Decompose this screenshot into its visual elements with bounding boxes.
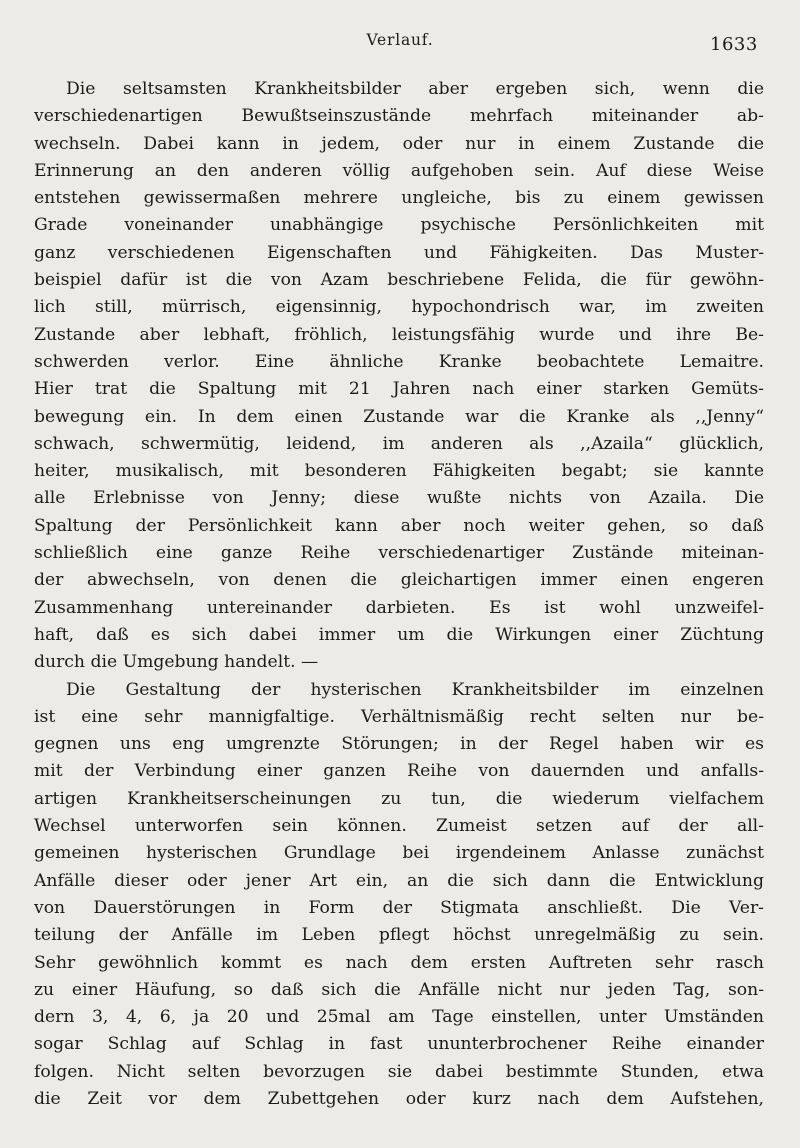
- text-line: sogar Schlag auf Schlag in fast ununterbrochener Reihe einander: [34, 1034, 764, 1055]
- text-line: Zustande aber lebhaft, fröhlich, leistungsfähig wurde und ihre Be-: [34, 324, 764, 345]
- text-line: gegnen uns eng umgrenzte Störungen; in der Regel haben wir es: [34, 734, 764, 755]
- text-line: schließlich eine ganze Reihe verschiedenartiger Zustände miteinan-: [34, 543, 764, 564]
- page-number: 1633: [710, 34, 758, 55]
- text-line: beispiel dafür ist die von Azam beschriebene Felida, die für gewöhn-: [34, 270, 764, 291]
- text-line: bewegung ein. In dem einen Zustande war die Kranke als ,,Jenny“: [34, 406, 764, 427]
- text-line: lich still, mürrisch, eigensinnig, hypochondrisch war, im zweiten: [34, 297, 764, 318]
- text-line: Hier trat die Spaltung mit 21 Jahren nach einer starken Gemüts-: [34, 379, 764, 400]
- text-line: Erinnerung an den anderen völlig aufgehoben sein. Auf diese Weise: [34, 160, 764, 181]
- text-line: gemeinen hysterischen Grundlage bei irgendeinem Anlasse zunächst: [34, 843, 764, 864]
- text-line: alle Erlebnisse von Jenny; diese wußte nichts von Azaila. Die: [34, 488, 764, 509]
- text-line: schwach, schwermütig, leidend, im anderen als ,,Azaila“ glücklich,: [34, 433, 764, 454]
- running-header: Verlauf.: [366, 31, 434, 49]
- text-line: schwerden verlor. Eine ähnliche Kranke beobachtete Lemaitre.: [34, 351, 764, 372]
- text-line: heiter, musikalisch, mit besonderen Fähigkeiten begabt; sie kannte: [34, 461, 764, 482]
- text-line: mit der Verbindung einer ganzen Reihe von dauernden und anfalls-: [34, 761, 764, 782]
- text-line: Zusammenhang untereinander darbieten. Es ist wohl unzweifel-: [34, 597, 764, 618]
- text-line: wechseln. Dabei kann in jedem, oder nur in einem Zustande die: [34, 133, 764, 154]
- text-line: Die Gestaltung der hysterischen Krankheitsbilder im einzelnen: [66, 679, 764, 700]
- text-line: von Dauerstörungen in Form der Stigmata anschließt. Die Ver-: [34, 897, 764, 918]
- text-line: dern 3, 4, 6, ja 20 und 25mal am Tage einstellen, unter Umständen: [34, 1007, 764, 1028]
- text-line: haft, daß es sich dabei immer um die Wirkungen einer Züchtung: [34, 624, 764, 645]
- text-line: folgen. Nicht selten bevorzugen sie dabei bestimmte Stunden, etwa: [34, 1061, 764, 1082]
- text-line: teilung der Anfälle im Leben pflegt höchst unregelmäßig zu sein.: [34, 925, 764, 946]
- body-text: [34, 76, 764, 1113]
- text-line: ist eine sehr mannigfaltige. Verhältnismäßig recht selten nur be-: [34, 706, 764, 727]
- text-line: verschiedenartigen Bewußtseinszustände mehrfach miteinander ab-: [34, 106, 764, 127]
- text-line: der abwechseln, von denen die gleichartigen immer einen engeren: [34, 570, 764, 591]
- text-line: zu einer Häufung, so daß sich die Anfälle nicht nur jeden Tag, son-: [34, 979, 764, 1000]
- text-line: Anfälle dieser oder jener Art ein, an die sich dann die Entwicklung: [34, 870, 764, 891]
- text-line: artigen Krankheitserscheinungen zu tun, die wiederum vielfachem: [34, 788, 764, 809]
- text-line: entstehen gewissermaßen mehrere ungleiche, bis zu einem gewissen: [34, 188, 764, 209]
- text-line: Die seltsamsten Krankheitsbilder aber ergeben sich, wenn die: [66, 79, 764, 99]
- text-line: Grade voneinander unabhängige psychische Persönlichkeiten mit: [34, 215, 764, 236]
- text-line: durch die Umgebung handelt. —: [34, 652, 319, 673]
- text-line: Spaltung der Persönlichkeit kann aber noch weiter gehen, so daß: [34, 515, 764, 536]
- text-line: Wechsel unterworfen sein können. Zumeist setzen auf der all-: [34, 816, 764, 837]
- text-line: Sehr gewöhnlich kommt es nach dem ersten Auftreten sehr rasch: [34, 952, 764, 973]
- text-line: ganz verschiedenen Eigenschaften und Fähigkeiten. Das Muster-: [34, 242, 764, 263]
- text-line: die Zeit vor dem Zubettgehen oder kurz nach dem Aufstehen,: [34, 1088, 764, 1109]
